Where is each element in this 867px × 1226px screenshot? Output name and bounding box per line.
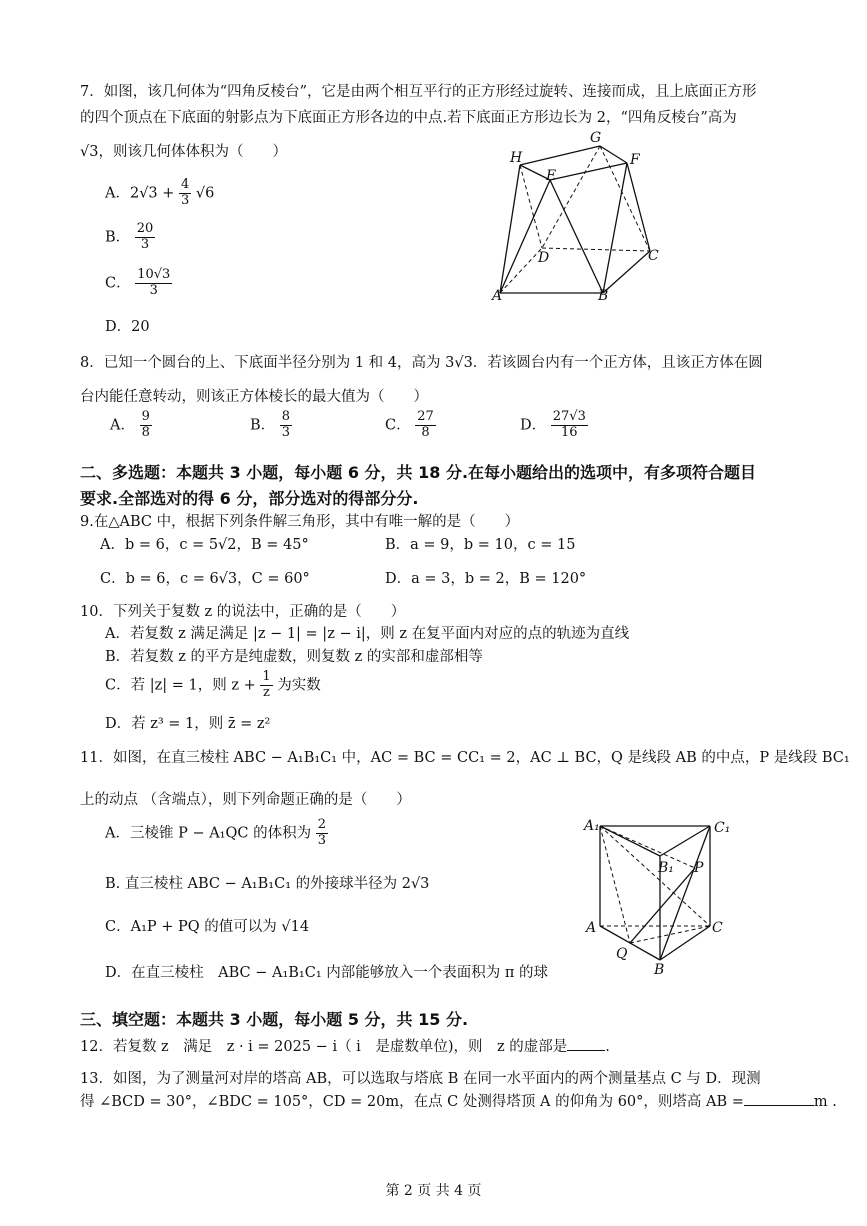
label-h: H [510,150,523,166]
q8-option-a: A． $\frac{9}{8}$ [110,409,150,440]
edge-bc1 [660,826,710,960]
label-c1: C₁ [714,820,731,836]
edge-dc [542,248,650,251]
label-a: A [586,920,597,936]
q9-option-a: A．b = 6，c = 5√2，B = 45° [100,537,309,553]
q8-option-b: B． $\frac{8}{3}$ [250,409,291,440]
label-b: B [654,962,665,978]
q9-option-b: B．a = 9，b = 10，c = 15 [385,537,576,553]
q8-option-c: C． $\frac{27}{8}$ [385,409,434,440]
page-footer: 第 2 页 共 4 页 [385,1183,482,1199]
edge-fb [603,163,627,293]
q11-option-b: B. 直三棱柱 ABC − A₁B₁C₁ 的外接球半径为 2√3 [105,876,430,892]
edge-a1q [600,826,630,943]
q12-line: 12．若复数 z 满足 z · i = 2025 − i（ i 是虚数单位)，则 z 的虚部是 . [80,1039,610,1055]
edge-a1p [600,826,695,868]
q11-option-a: A．三棱锥 P − A₁QC 的体积为 $\frac{2}{3}$ [105,817,326,848]
label-c: C [712,920,723,936]
label-d: D [538,250,550,266]
edge-fc [627,163,650,251]
section-2-heading-line1: 二、多选题：本题共 3 小题，每小题 6 分，共 18 分.在每小题给出的选项中，有多项符合题目 [80,463,757,482]
q13-line2: 得 ∠BCD = 30°，∠BDC = 105°，CD = 20m，在点 C 处测得塔顶 A 的仰角为 60°，则塔高 AB = m . [80,1094,837,1110]
section-3-heading: 三、填空题：本题共 3 小题，每小题 5 分，共 15 分. [80,1010,469,1029]
q11-prism-figure [580,810,740,980]
label-q: Q [616,946,628,962]
q12-answer-blank[interactable] [567,1050,605,1051]
q11-line2: 上的动点 （含端点），则下列命题正确的是（ ） [80,792,411,808]
q10-option-c: C．若 |z| = 1，则 z + $\frac{1}{z}$ 为实数 [105,669,321,700]
q8-line2: 台内能任意转动，则该正方体棱长的最大值为（ ） [80,389,428,405]
q9-option-c: C．b = 6，c = 6√3，C = 60° [100,571,310,587]
label-p: P [694,860,704,876]
label-e: E [546,168,557,184]
q10-option-a: A．若复数 z 满足满足 |z − 1| = |z − i|，则 z 在复平面内对应的点的轨迹为直线 [105,626,630,642]
q10-option-b: B．若复数 z 的平方是纯虚数，则复数 z 的实部和虚部相等 [105,649,483,665]
q9-option-d: D．a = 3，b = 2，B = 120° [385,571,587,587]
edge-gd [542,146,600,248]
label-a1: A₁ [584,818,600,834]
q7-line1: 7．如图，该几何体为“四角反棱台”，它是由两个相互平行的正方形经过旋转、连接而成，且上底面正方形 [80,84,757,100]
edge-b1c1 [660,826,710,856]
q7-option-a: A．2√3 + $\frac{4}{3}$ √6 [105,177,215,208]
label-b1: B₁ [658,860,674,876]
edge-eb [550,180,603,293]
q8-option-d: D． $\frac{27√3}{16}$ [520,409,586,440]
label-c: C [648,248,659,264]
label-a: A [492,288,503,304]
q10-stem: 10．下列关于复数 z 的说法中，正确的是（ ） [80,604,406,620]
edge-ea [500,180,550,293]
edge-ha [500,165,520,293]
q7-option-b: B． $\frac{20}{3}$ [105,221,154,252]
label-g: G [590,130,602,146]
q10-option-d: D．若 z³ = 1，则 z̄ = z² [105,716,271,732]
edge-a1c [600,826,710,926]
q9-stem: 9.在△ABC 中，根据下列条件解三角形，其中有唯一解的是（ ） [80,514,520,530]
q7-antiprism-figure [480,128,680,308]
q11-option-d: D．在直三棱柱 ABC − A₁B₁C₁ 内部能够放入一个表面积为 π 的球 [105,965,548,981]
q11-option-c: C．A₁P + PQ 的值可以为 √14 [105,919,310,935]
label-f: F [630,152,640,168]
edge-hg [520,146,600,165]
q7-line3: √3，则该几何体体积为（ ） [80,144,287,160]
q7-option-d: D．20 [105,319,150,335]
q13-answer-blank[interactable] [744,1105,814,1106]
q13-line1: 13．如图，为了测量河对岸的塔高 AB，可以选取与塔底 B 在同一水平面内的两个测量基点 C 与 D．现测 [80,1071,761,1087]
q8-line1: 8．已知一个圆台的上、下底面半径分别为 1 和 4，高为 3√3．若该圆台内有一个正方体，且该正方体在圆 [80,355,763,371]
label-b: B [598,288,609,304]
q7-line2: 的四个顶点在下底面的射影点为下底面正方形各边的中点.若下底面正方形边长为 2，“四角反棱台”高为 [80,110,737,126]
q7-option-c: C． $\frac{10√3}{3}$ [105,267,171,298]
section-2-heading-line2: 要求.全部选对的得 6 分，部分选对的得部分分. [80,489,419,508]
q11-line1: 11．如图，在直三棱柱 ABC − A₁B₁C₁ 中，AC = BC = CC₁ = 2，AC ⊥ BC，Q 是线段 AB 的中点，P 是线段 BC₁ [80,750,850,766]
